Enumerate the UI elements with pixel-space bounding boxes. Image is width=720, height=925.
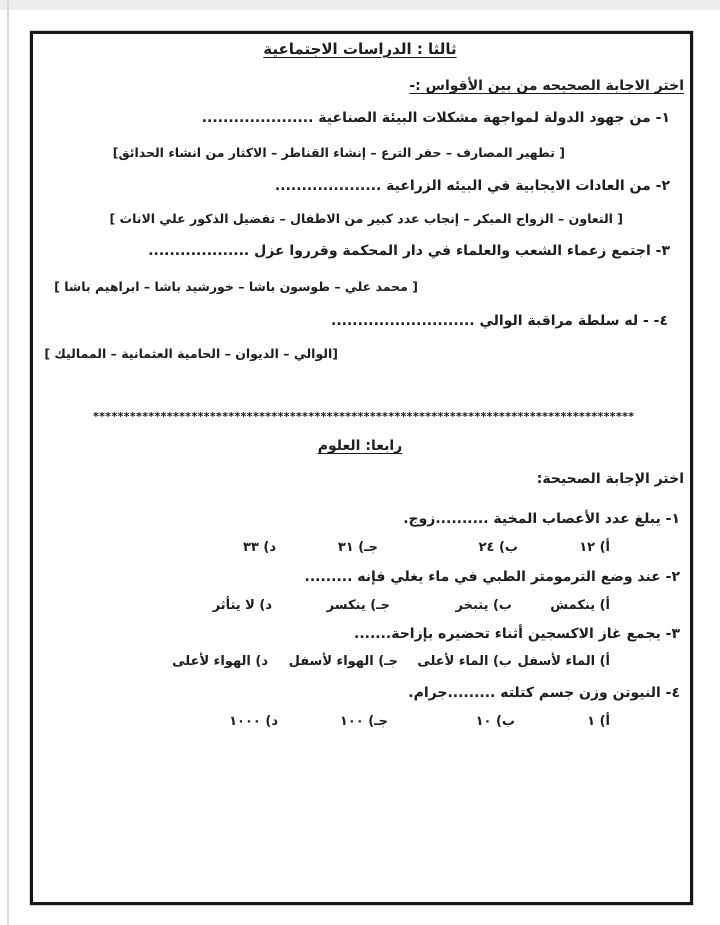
science-q3-option-a: أ) الماء لأسفل bbox=[517, 654, 610, 669]
social-question-3-choices: [ محمد علي – طوسون باشا – خورشيد باشا – ابراهيم باشا ] bbox=[54, 279, 418, 294]
asterisk-separator: **************************************************************************************** bbox=[93, 410, 635, 423]
social-section-title: ثالثا : الدراسات الاجتماعية bbox=[263, 40, 457, 58]
social-question-2-choices: [ التعاون – الزواج المبكر – إنجاب عدد كبير من الاطفال – تفضيل الذكور علي الاناث ] bbox=[109, 211, 623, 226]
social-question-1-choices: [ تطهير المصارف – حفر الترع – إنشاء القناطر – الاكثار من انشاء الحدائق] bbox=[112, 145, 565, 160]
science-question-1: ١- يبلغ عدد الأعصاب المخية ..........زوج. bbox=[403, 511, 680, 527]
science-instruction: اختر الإجابة الصحيحة: bbox=[536, 471, 684, 487]
social-question-2: ٢- من العادات الايجابية في البيئه الزراعية .................... bbox=[274, 178, 670, 194]
science-q2-option-a: أ) ينكمش bbox=[550, 598, 610, 613]
social-question-4: ٤- - له سلطة مراقبة الوالي ........................... bbox=[331, 313, 668, 329]
science-question-4: ٤- النيوتن وزن جسم كتلته .........جرام. bbox=[408, 685, 680, 701]
social-question-4-choices: [الوالي – الديوان – الحامية العثمانية – المماليك ] bbox=[44, 346, 338, 361]
science-q3-option-d: د) الهواء لأعلى bbox=[172, 654, 268, 669]
science-q3-option-c: جـ) الهواء لأسفل bbox=[288, 654, 398, 669]
page-border-frame bbox=[30, 31, 693, 905]
science-q1-option-a: أ) ١٢ bbox=[579, 540, 610, 555]
science-q4-option-b: ب) ١٠ bbox=[475, 714, 515, 729]
science-q2-option-c: جـ) ينكسر bbox=[326, 598, 390, 613]
science-question-3: ٣- يجمع غاز الاكسجين أثناء تحضيره بإزاحة....... bbox=[354, 626, 680, 642]
science-q1-option-c: جـ) ٣١ bbox=[337, 540, 378, 555]
scan-artifact-left-line bbox=[7, 0, 9, 925]
social-question-1: ١- من جهود الدولة لمواجهة مشكلات البيئة الصناعية ..................... bbox=[201, 110, 670, 126]
science-section-title: رابعا: العلوم bbox=[317, 438, 403, 454]
science-q4-option-d: د) ١٠٠٠ bbox=[229, 714, 278, 729]
science-q4-option-a: أ) ١ bbox=[587, 714, 610, 729]
science-q1-option-b: ب) ٢٤ bbox=[478, 540, 518, 555]
science-question-2: ٢- عند وضع الترمومتر الطبي في ماء يغلي فإنه ......... bbox=[304, 569, 680, 585]
science-q2-option-d: د) لا يتأثر bbox=[212, 598, 272, 613]
social-question-3: ٣- اجتمع زعماء الشعب والعلماء في دار المحكمة وقرروا عزل ................... bbox=[148, 243, 670, 259]
scan-artifact-top-strip bbox=[0, 0, 720, 10]
science-q4-option-c: جـ) ١٠٠ bbox=[339, 714, 388, 729]
science-q2-option-b: ب) يتبخر bbox=[455, 598, 512, 613]
science-q1-option-d: د) ٣٣ bbox=[242, 540, 276, 555]
social-instruction: اختر الاجابة الصحيحه من بين الأقواس :- bbox=[409, 78, 684, 94]
science-q3-option-b: ب) الماء لأعلى bbox=[417, 654, 512, 669]
